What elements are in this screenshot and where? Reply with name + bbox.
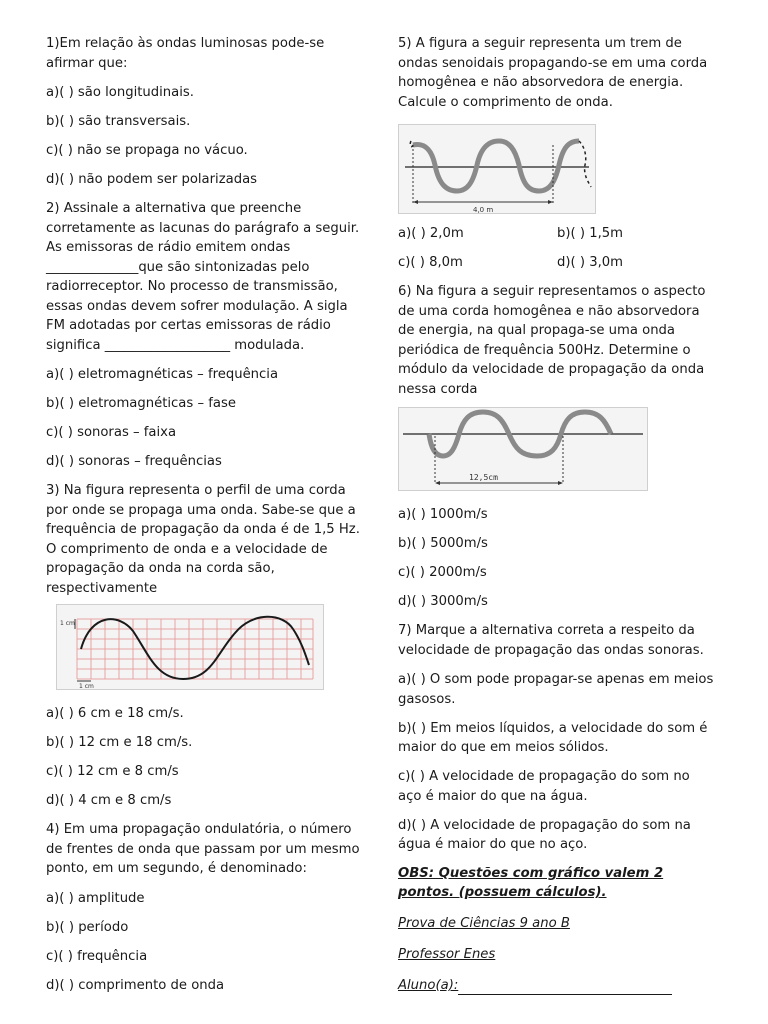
wavelength-label: 4,0 m — [473, 206, 494, 213]
question-6-option-c[interactable]: c)( ) 2000m/s — [398, 565, 487, 580]
question-7 — [398, 621, 716, 855]
exam-footer — [398, 864, 716, 995]
question-2-option-b[interactable]: b)( ) eletromagnéticas – fase — [46, 396, 236, 411]
question-1-stem: 1)Em relação às ondas luminosas pode-se afirmar que: — [46, 36, 325, 71]
question-6-option-d[interactable]: d)( ) 3000m/s — [398, 594, 488, 609]
question-5 — [398, 34, 716, 273]
question-3-wave-figure — [56, 604, 324, 690]
question-3-stem: 3) Na figura representa o perfil de uma corda por onde se propaga uma onda. Sabe-se que a frequência de propagação da onda é de 1,5 Hz. O comprimento de onda e a velocidade de propagação da onda na corda são, respectivamente — [46, 483, 360, 596]
right-column — [398, 34, 716, 1007]
student-label: Aluno(a): — [398, 978, 459, 993]
question-2-option-a[interactable]: a)( ) eletromagnéticas – frequência — [46, 367, 279, 382]
distance-label: 12,5cm — [469, 473, 498, 482]
question-1-option-b[interactable]: b)( ) são transversais. — [46, 114, 191, 129]
scale-label-horizontal: 1 cm — [79, 683, 94, 689]
question-5-option-d[interactable]: d)( ) 3,0m — [557, 255, 624, 270]
left-column — [46, 34, 364, 1005]
question-5-options-row-1 — [398, 224, 716, 244]
question-3-option-d[interactable]: d)( ) 4 cm e 8 cm/s — [46, 793, 172, 808]
wave-rope — [413, 141, 579, 191]
question-4-option-b[interactable]: b)( ) período — [46, 919, 129, 935]
student-name-blank[interactable] — [458, 976, 672, 995]
scale-label-vertical: 1 cm — [60, 620, 75, 627]
question-3-option-a[interactable]: a)( ) 6 cm e 18 cm/s. — [46, 706, 184, 721]
question-7-option-a[interactable]: a)( ) O som pode propagar-se apenas em meios gasosos. — [398, 672, 714, 707]
question-1-option-a[interactable]: a)( ) são longitudinais. — [46, 85, 194, 100]
question-6-option-b[interactable]: b)( ) 5000m/s — [398, 536, 488, 551]
question-7-option-b[interactable]: b)( ) Em meios líquidos, a velocidade do som é maior do que em meios sólidos. — [398, 720, 708, 755]
question-7-option-c[interactable]: c)( ) A velocidade de propagação do som no aço é maior do que na água. — [398, 769, 690, 804]
question-3-wave-svg — [57, 605, 323, 689]
question-7-option-d[interactable]: d)( ) A velocidade de propagação do som na água é maior do que no aço. — [398, 817, 691, 852]
question-4 — [46, 820, 364, 995]
question-7-stem: 7) Marque a alternativa correta a respeito da velocidade de propagação das ondas sonoras. — [398, 623, 704, 658]
obs-note: OBS: Questões com gráfico valem 2 pontos. (possuem cálculos). — [398, 866, 664, 900]
question-4-stem: 4) Em uma propagação ondulatória, o número de frentes de onda que passam por um mesmo ponto, em um segundo, é denominado: — [46, 822, 360, 876]
question-6-option-a[interactable]: a)( ) 1000m/s — [398, 507, 488, 522]
question-3-option-b[interactable]: b)( ) 12 cm e 18 cm/s. — [46, 735, 193, 750]
question-2-option-d[interactable]: d)( ) sonoras – frequências — [46, 454, 222, 469]
question-5-stem: 5) A figura a seguir representa um trem de ondas senoidais propagando-se em uma corda homogênea e não absorvedora de energia. Calcule o comprimento de onda. — [398, 36, 708, 110]
question-4-option-d[interactable]: d)( ) comprimento de onda — [46, 977, 225, 993]
measure-arrow-left-head — [413, 200, 418, 204]
question-2 — [46, 199, 364, 472]
question-1 — [46, 34, 364, 190]
question-3 — [46, 481, 364, 811]
question-5-wave-figure — [398, 124, 596, 214]
question-5-option-c[interactable]: c)( ) 8,0m — [398, 255, 463, 270]
question-5-option-b[interactable]: b)( ) 1,5m — [557, 226, 624, 241]
question-6-stem: 6) Na figura a seguir representamos o aspecto de uma corda homogênea e não absorvedora de energia, na qual propaga-se uma onda periódica de frequência 500Hz. Determine o módulo da velocidade de propagação da onda nessa corda — [398, 284, 706, 397]
question-3-option-c[interactable]: c)( ) 12 cm e 8 cm/s — [46, 764, 179, 779]
question-1-option-d[interactable]: d)( ) não podem ser polarizadas — [46, 172, 258, 187]
question-1-option-c[interactable]: c)( ) não se propaga no vácuo. — [46, 143, 248, 158]
question-6-wave-svg — [399, 408, 647, 490]
question-2-stem: 2) Assinale a alternativa que preenche corretamente as lacunas do parágrafo a seguir. As emissoras de rádio emitem ondas ______________que são sintonizadas pelo radiorreceptor. No processo de transmissão, essas ondas devem sofrer modulação. A sigla FM adotadas por certas emissoras de rádio significa ___________________ modulada. — [46, 201, 360, 353]
wave-curve — [81, 617, 309, 679]
question-6 — [398, 282, 716, 612]
measure-arrow-right-head — [558, 481, 563, 485]
teacher-name: Professor Enes — [398, 947, 496, 962]
question-4-option-a[interactable]: a)( ) amplitude — [46, 890, 145, 906]
question-4-option-c[interactable]: c)( ) frequência — [46, 948, 148, 964]
graph-grid — [77, 619, 313, 679]
question-5-option-a[interactable]: a)( ) 2,0m — [398, 226, 464, 241]
measure-arrow-right-head — [548, 200, 553, 204]
wave-continuation — [579, 141, 591, 187]
question-2-option-c[interactable]: c)( ) sonoras – faixa — [46, 425, 177, 440]
question-5-wave-svg — [399, 125, 595, 213]
student-field — [398, 976, 716, 995]
measure-arrow-left-head — [435, 481, 440, 485]
question-5-options-row-2 — [398, 253, 716, 273]
exam-title: Prova de Ciências 9 ano B — [398, 916, 570, 931]
question-6-wave-figure — [398, 407, 648, 491]
